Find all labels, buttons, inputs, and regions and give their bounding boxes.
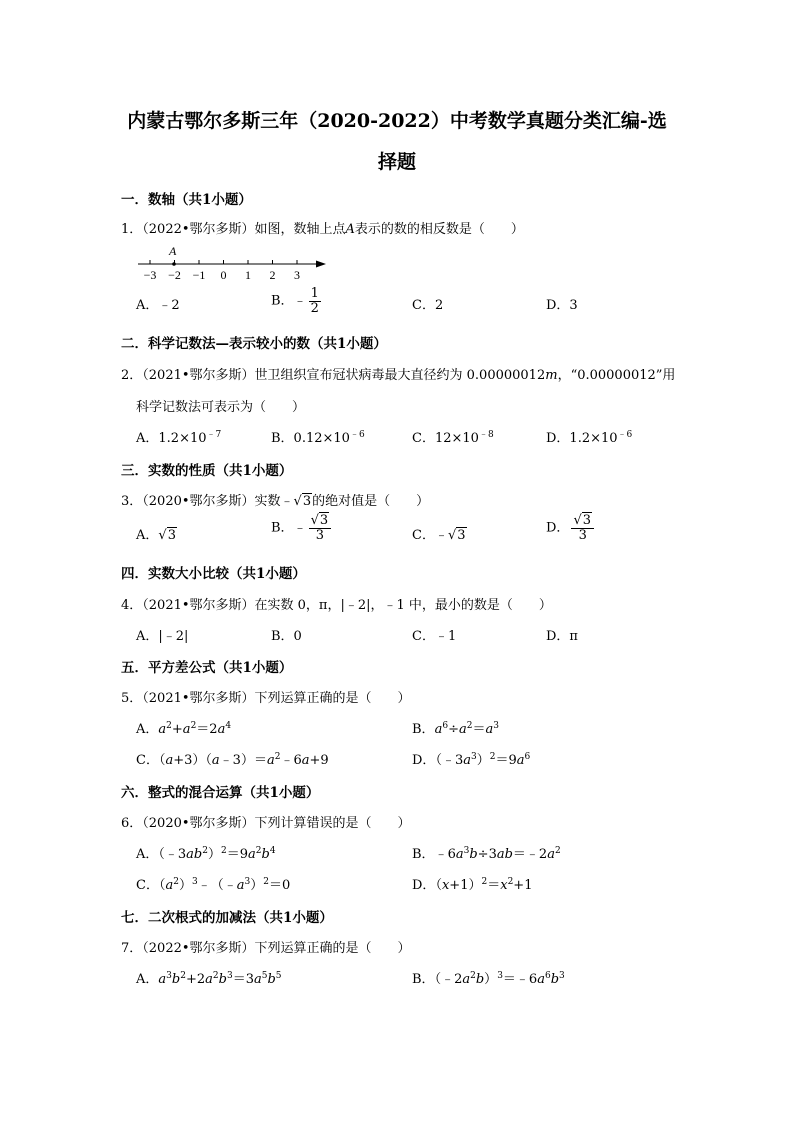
q2-option-b[interactable]: B．$0.12\times 10^{﹣6}$ [271,430,365,446]
point-a-dot [172,262,176,266]
section-heading-radical-addition: 七．二次根式的加减法（共1小题） [121,910,333,926]
q1-option-a[interactable]: A．﹣2 [136,298,180,313]
section-heading-real-number-comparison: 四．实数大小比较（共1小题） [121,566,306,582]
fraction: $\frac{1}{2}$ [310,286,319,316]
page-title-line-2: 择题 [377,151,416,173]
q4-option-b[interactable]: B．0 [271,629,302,644]
section-heading-polynomial-operations: 六．整式的混合运算（共1小题） [121,785,320,801]
q5-option-a[interactable]: A．$a^2+a^2=2a^4$ [136,721,232,737]
number-line-tick-label: 3 [294,268,300,282]
q2-option-c[interactable]: C．$12\times 10^{﹣8}$ [412,430,494,446]
q6-option-a[interactable]: A．$(﹣3ab^2)^2=9a^2b^4$ [136,846,276,862]
sqrt-3: √3 [447,528,466,543]
sqrt-3: √3 [573,513,592,528]
q3-option-d[interactable]: D． $\frac{√3}{3}$ [546,514,596,542]
q6-option-c[interactable]: C．$(a^2)^3﹣(﹣a^3)^2=0$ [136,877,291,893]
question-7-stem: 7．（2022•鄂尔多斯）下列运算正确的是（ ） [121,941,411,956]
question-6-stem: 6．（2020•鄂尔多斯）下列计算错误的是（ ） [121,816,411,831]
q5-option-c[interactable]: C．$(a+3)(a﹣3)=a^2﹣6a+9$ [136,752,329,768]
question-4-stem: 4．（2021•鄂尔多斯）在实数 0，π，|﹣2|，﹣1 中，最小的数是（ ） [121,598,552,613]
q3-option-b[interactable]: B．﹣ $\frac{√3}{3}$ [271,514,333,542]
question-2-stem-line-2: 科学记数法可表示为（ ） [136,400,306,415]
number-line-tick-label: −2 [168,268,181,282]
q6-option-b[interactable]: B．$﹣6a^3b\div 3ab=﹣2a^2$ [412,846,561,862]
fraction: $\frac{√3}{3}$ [309,514,332,542]
section-heading-real-number-properties: 三．实数的性质（共1小题） [121,463,293,479]
q6-option-d[interactable]: D．$(x+1)^2=x^2+1$ [412,877,533,893]
sqrt-3: √3 [310,513,329,528]
question-5-stem: 5．（2021•鄂尔多斯）下列运算正确的是（ ） [121,691,411,706]
question-2-stem-line-1: 2．（2021•鄂尔多斯）世卫组织宣布冠状病毒最大直径约为 0.00000012m，“0.00000012”用 [121,368,676,383]
number-line-tick-label: −1 [192,268,206,282]
q2-option-a[interactable]: A．$1.2\times 10^{﹣7}$ [136,430,222,446]
number-line-tick-label: 0 [220,268,227,282]
question-1-stem: 1．（2022•鄂尔多斯）如图，数轴上点A表示的数的相反数是（ ） [121,222,524,237]
q4-option-c[interactable]: C．﹣1 [412,629,457,644]
q3-option-c[interactable]: C．﹣√3 [412,528,466,543]
section-heading-difference-of-squares: 五．平方差公式（共1小题） [121,660,293,676]
number-line-tick-label: 1 [245,268,251,282]
number-line-figure [136,243,336,285]
q1-option-c[interactable]: C．2 [412,298,444,313]
q4-option-a[interactable]: A．|﹣2| [136,629,189,644]
q7-option-b[interactable]: B．$(﹣2a^2b)^3=﹣6a^6b^3$ [412,971,565,987]
fraction: $\frac{√3}{3}$ [571,514,594,542]
q1-option-d[interactable]: D．3 [546,298,578,313]
number-line-tick-label: 2 [269,268,276,282]
page-title-line-1: 内蒙古鄂尔多斯三年（2020-2022）中考数学真题分类汇编-选 [127,110,667,132]
q4-option-d[interactable]: D．π [546,629,578,644]
sqrt-3: √3 [293,494,312,509]
q1-option-b[interactable]: B．﹣ $\frac{1}{2}$ [271,286,319,316]
section-heading-number-line: 一．数轴（共1小题） [121,192,252,208]
section-heading-scientific-notation: 二．科学记数法—表示较小的数（共1小题） [121,336,387,352]
question-3-stem: 3．（2020•鄂尔多斯）实数﹣√3的绝对值是（ ） [121,494,430,509]
q5-option-b[interactable]: B．$a^6\div a^2=a^3$ [412,721,499,737]
point-a-label: A [169,244,177,258]
number-line-ticks [144,260,300,282]
q2-option-d[interactable]: D．$1.2\times 10^{﹣6}$ [546,430,633,446]
q3-option-a[interactable]: A．√3 [136,528,176,543]
number-line-tick-label: −3 [143,268,157,282]
number-line-arrow [316,261,326,268]
q7-option-a[interactable]: A．$a^3b^2+2a^2b^3=3a^5b^5$ [136,971,282,987]
q5-option-d[interactable]: D．$(﹣3a^3)^2=9a^6$ [412,752,531,768]
sqrt-3: √3 [158,528,176,543]
